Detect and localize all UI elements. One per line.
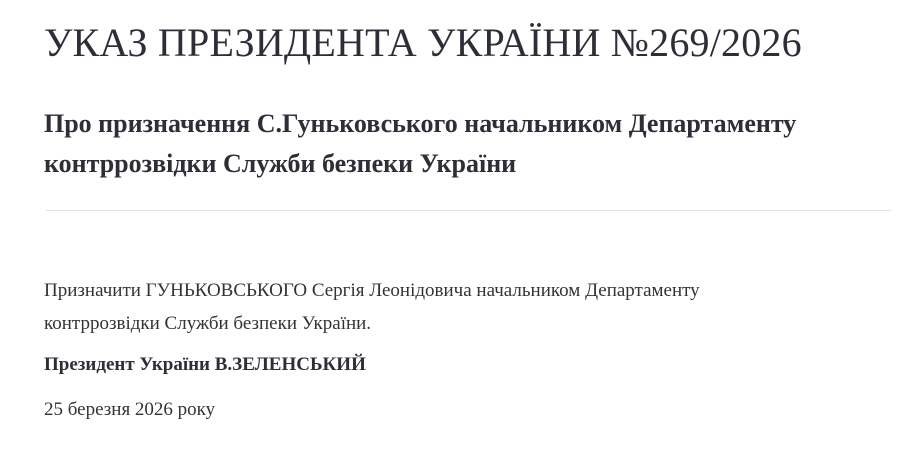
signature-line: Президент України В.ЗЕЛЕНСЬКИЙ (44, 354, 366, 375)
decree-body-paragraph (44, 274, 892, 340)
decree-subtitle-line-2: контррозвідки Служби безпеки України (44, 149, 517, 178)
decree-date: 25 березня 2026 року (44, 399, 216, 420)
decree-subtitle-line-1: Про призначення С.Гуньковського начальником Департаменту (44, 109, 797, 138)
section-divider (46, 210, 891, 211)
decree-title: УКАЗ ПРЕЗИДЕНТА УКРАЇНИ №269/2026 (44, 20, 802, 65)
decree-body-line-2: контррозвідки Служби безпеки України. (44, 313, 372, 334)
decree-body-line-1: Призначити ГУНЬКОВСЬКОГО Сергія Леонідовича начальником Департаменту (44, 280, 700, 301)
decree-subtitle (44, 104, 892, 184)
